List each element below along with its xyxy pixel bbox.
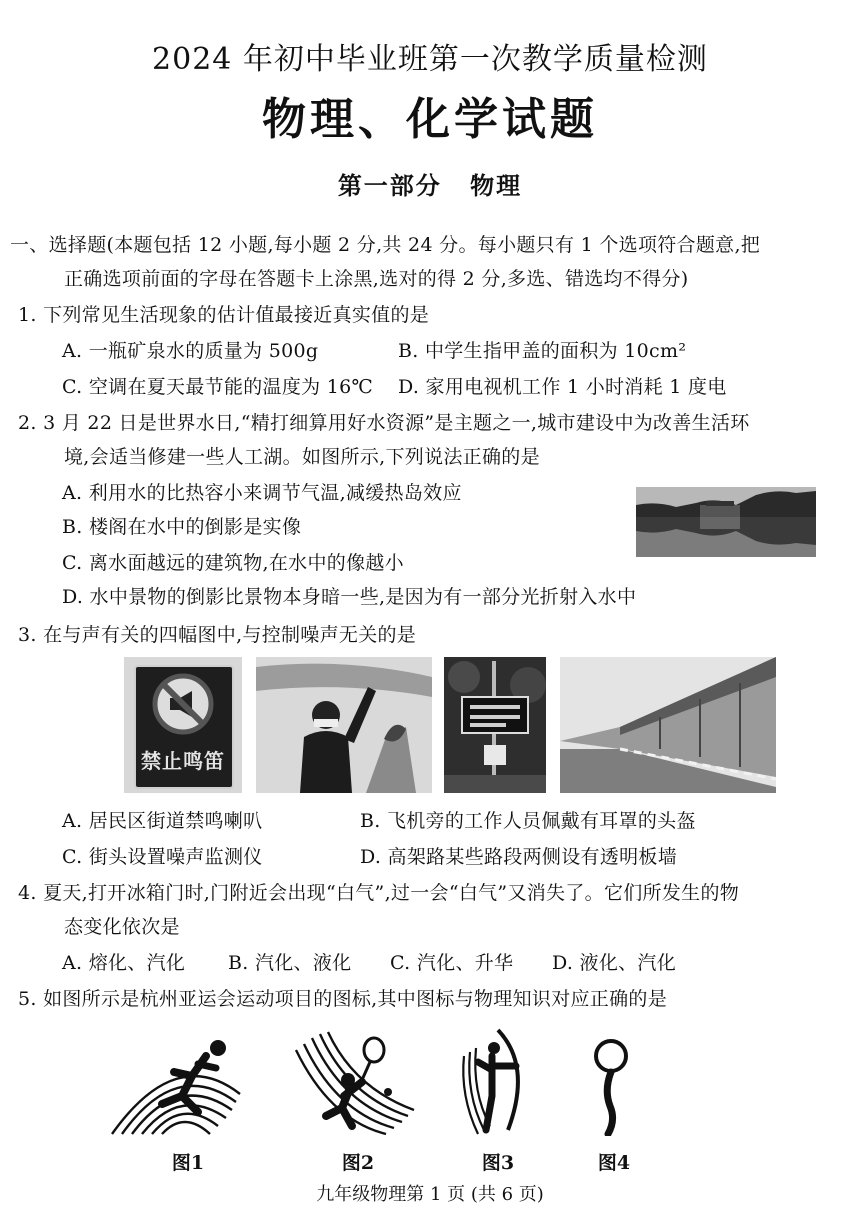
section-instructions-line2: 正确选项前面的字母在答题卡上涂黑,选对的得 2 分,多选、错选均不得分) xyxy=(64,268,689,290)
noise-monitor-image xyxy=(444,657,546,793)
q3-option-c: C. 街头设置噪声监测仪 xyxy=(62,846,263,868)
q2-option-c: C. 离水面越远的建筑物,在水中的像越小 xyxy=(62,552,404,574)
elevated-road-image xyxy=(560,657,776,793)
q1-stem: 1. 下列常见生活现象的估计值最接近真实值的是 xyxy=(18,304,430,326)
q3-stem: 3. 在与声有关的四幅图中,与控制噪声无关的是 xyxy=(18,624,417,646)
q1-option-b: B. 中学生指甲盖的面积为 10cm² xyxy=(398,340,687,362)
q4-option-d: D. 液化、汽化 xyxy=(552,952,677,974)
no-honking-sign-image xyxy=(124,657,242,793)
q2-option-a: A. 利用水的比热容小来调节气温,减缓热岛效应 xyxy=(62,482,462,504)
q3-option-a: A. 居民区街道禁鸣喇叭 xyxy=(62,810,263,832)
figure-caption-2: 图2 xyxy=(341,1152,375,1174)
q1-option-a: A. 一瓶矿泉水的质量为 500g xyxy=(62,340,319,362)
q4-stem-line2: 态变化依次是 xyxy=(64,916,180,938)
section-instructions-line1: 一、选择题(本题包括 12 小题,每小题 2 分,共 24 分。每小题只有 1 个选项符合题意,把 xyxy=(10,234,761,256)
q2-stem-line1: 2. 3 月 22 日是世界水日,“精打细算用好水资源”是主题之一,城市建设中为改善生活环 xyxy=(18,412,750,434)
running-pictogram-icon xyxy=(106,1034,246,1138)
q4-option-b: B. 汽化、液化 xyxy=(228,952,352,974)
q3-option-d: D. 高架路某些路段两侧设有透明板墙 xyxy=(360,846,678,868)
q2-stem-line2: 境,会适当修建一些人工湖。如图所示,下列说法正确的是 xyxy=(64,446,540,468)
figure-caption-3: 图3 xyxy=(481,1152,515,1174)
q3-option-b: B. 飞机旁的工作人员佩戴有耳罩的头盔 xyxy=(360,810,696,832)
q2-option-d: D. 水中景物的倒影比景物本身暗一些,是因为有一部分光折射入水中 xyxy=(62,586,637,608)
sign-text: 禁止鸣笛 xyxy=(141,749,225,773)
q2-option-b: B. 楼阁在水中的倒影是实像 xyxy=(62,516,302,538)
q1-option-d: D. 家用电视机工作 1 小时消耗 1 度电 xyxy=(398,376,727,398)
figure-caption-4: 图4 xyxy=(597,1152,631,1174)
q4-option-c: C. 汽化、升华 xyxy=(390,952,514,974)
exam-title: 2024 年初中毕业班第一次教学质量检测 xyxy=(152,42,708,77)
airport-worker-image xyxy=(256,657,432,793)
no-horn-icon xyxy=(150,671,216,737)
high-jump-pictogram-icon xyxy=(586,1036,636,1136)
q4-option-a: A. 熔化、汽化 xyxy=(62,952,186,974)
q1-option-c: C. 空调在夏天最节能的温度为 16℃ xyxy=(62,376,374,398)
q5-stem: 5. 如图所示是杭州亚运会运动项目的图标,其中图标与物理知识对应正确的是 xyxy=(18,988,668,1010)
q4-stem-line1: 4. 夏天,打开冰箱门时,门附近会出现“白气”,过一会“白气”又消失了。它们所发生的物 xyxy=(18,882,740,904)
archery-pictogram-icon xyxy=(458,1026,534,1136)
subject-title: 物理、化学试题 xyxy=(262,94,598,145)
tennis-pictogram-icon xyxy=(290,1030,424,1138)
part-title: 第一部分 物理 xyxy=(337,171,523,200)
page-footer: 九年级物理第 1 页 (共 6 页) xyxy=(316,1184,544,1205)
lake-photo xyxy=(636,487,816,557)
figure-caption-1: 图1 xyxy=(171,1152,205,1174)
